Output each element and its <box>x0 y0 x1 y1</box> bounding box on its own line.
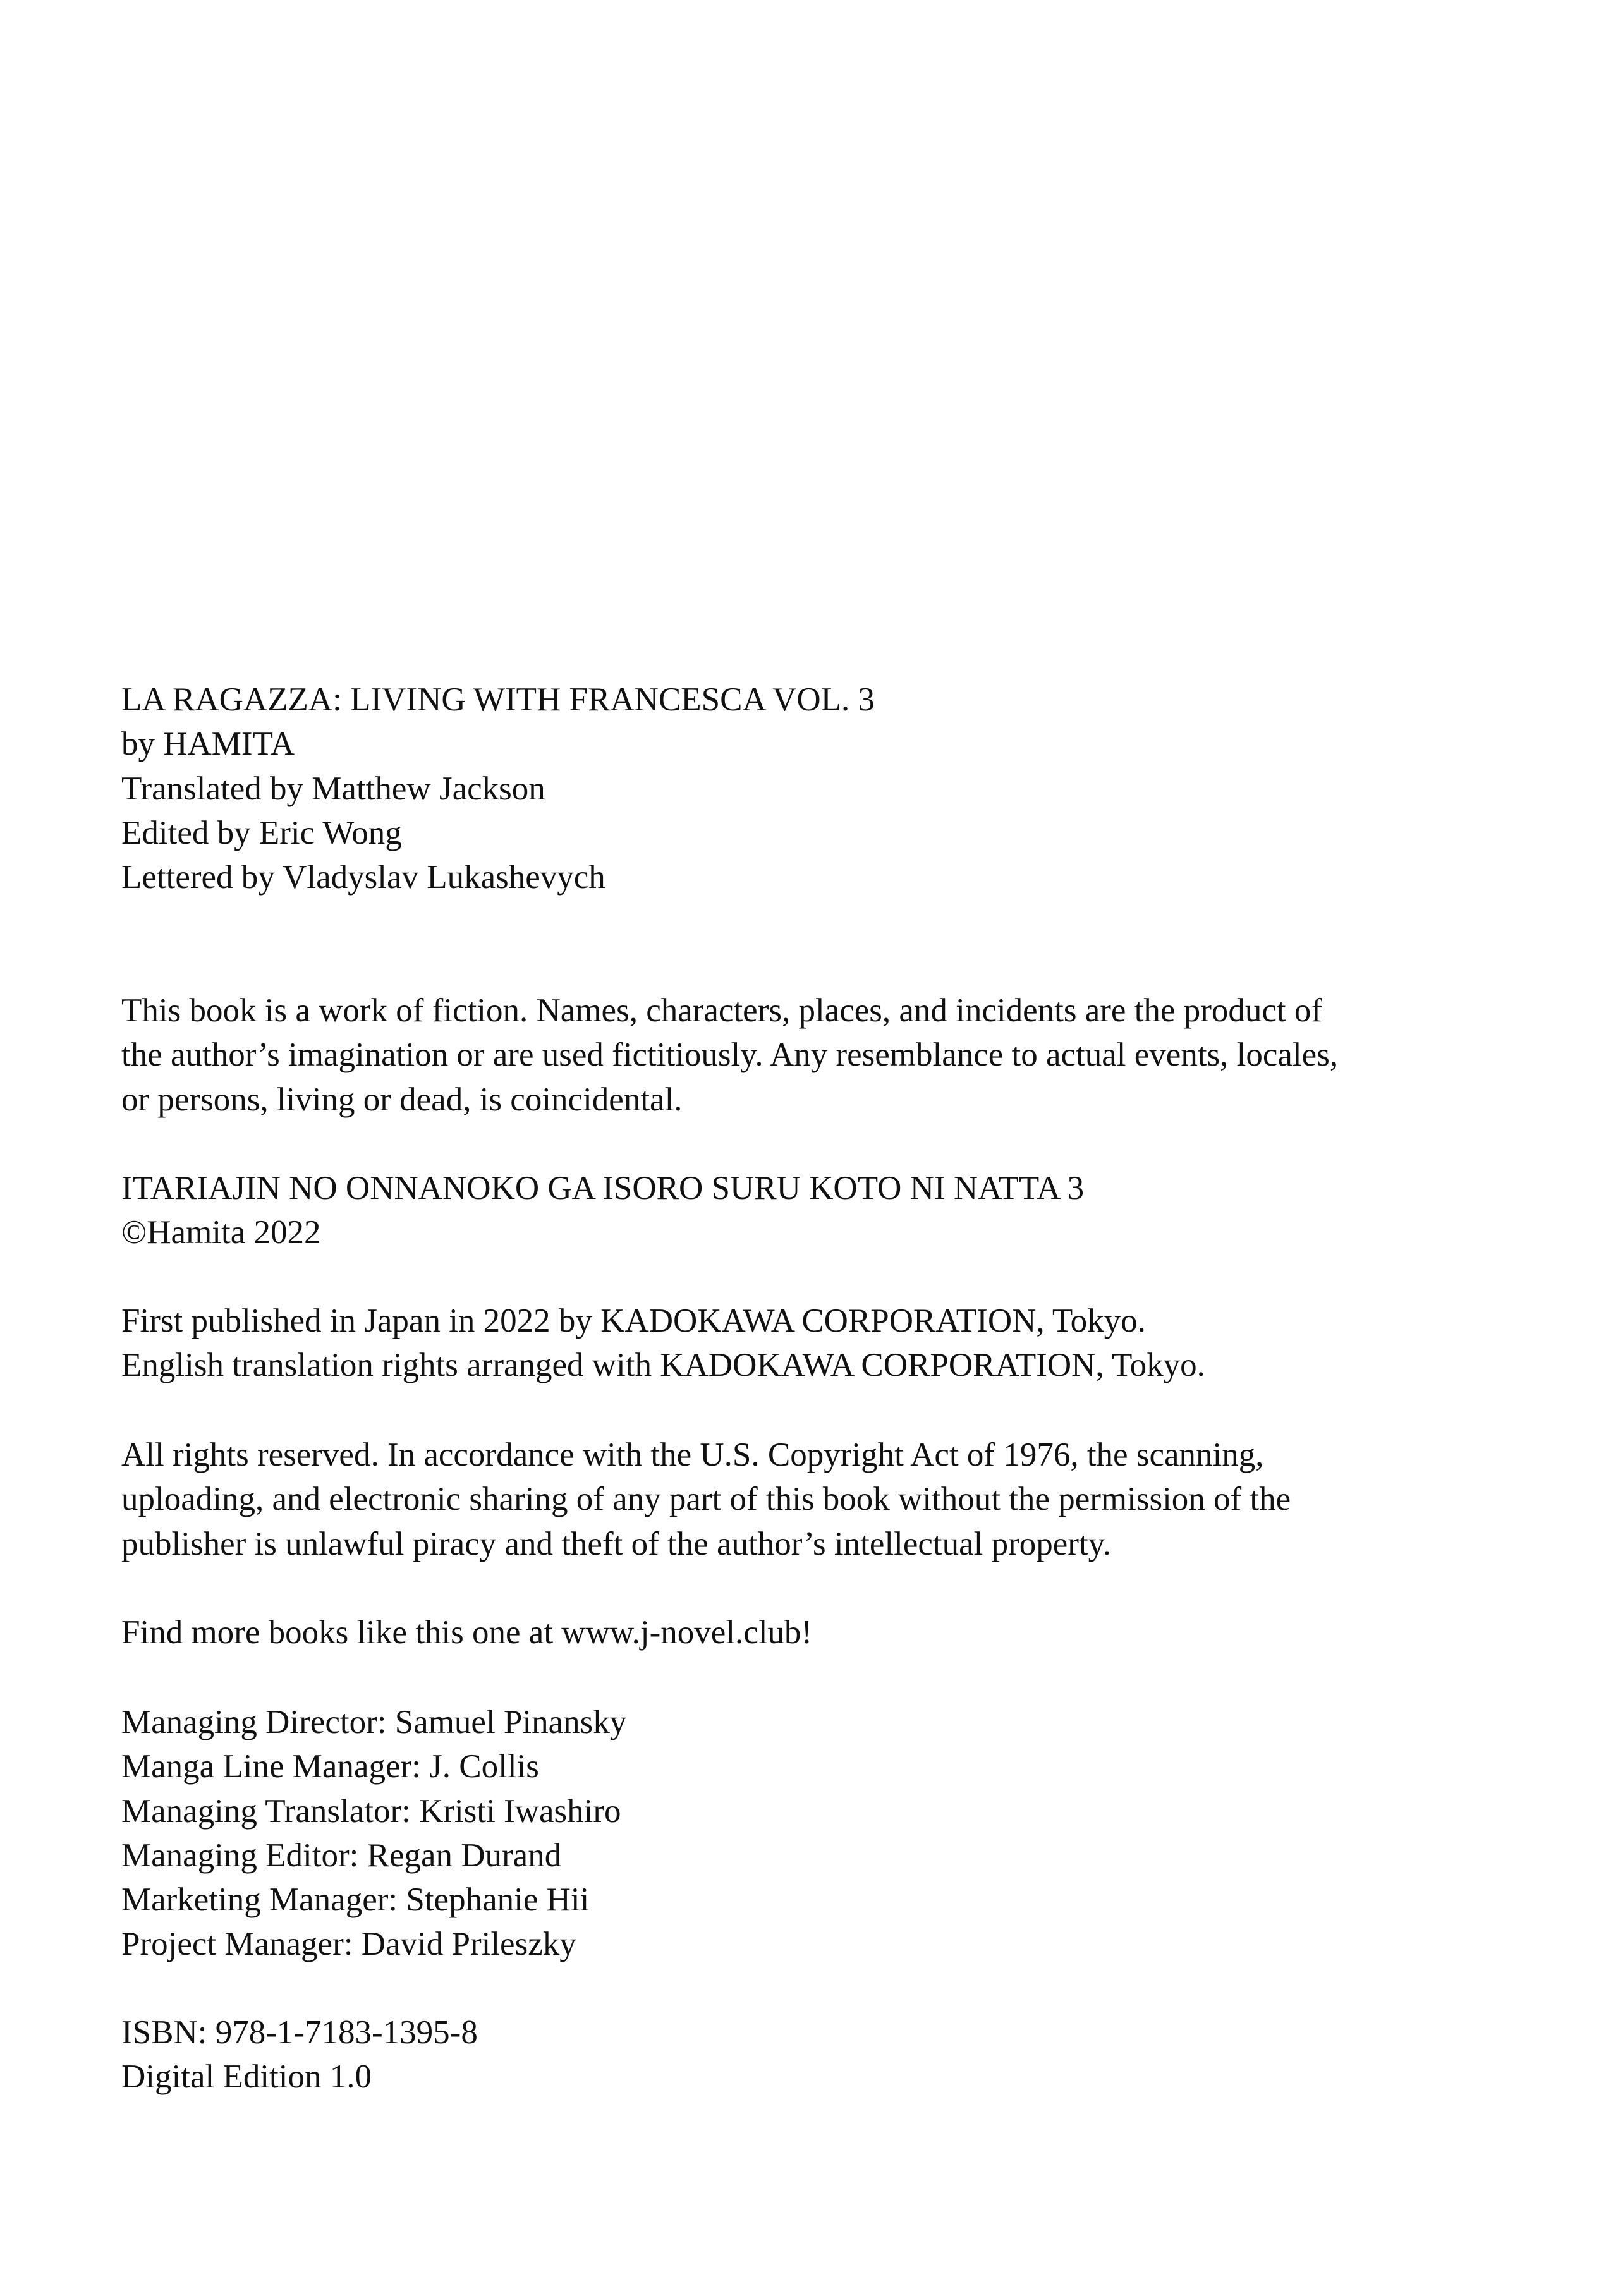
staff-item-marketing-manager: Marketing Manager: Stephanie Hii <box>121 1881 590 1919</box>
book-title: LA RAGAZZA: LIVING WITH FRANCESCA VOL. 3 <box>121 681 875 718</box>
isbn: ISBN: 978-1-7183-1395-8 <box>121 2014 478 2051</box>
edition-info <box>121 2010 478 2099</box>
rights-notice <box>121 1433 1291 1566</box>
editor-credit: Edited by Eric Wong <box>121 814 402 851</box>
publication-line: English translation rights arranged with KADOKAWA CORPORATION, Tokyo. <box>121 1347 1205 1384</box>
letterer-credit: Lettered by Vladyslav Lukashevych <box>121 859 605 896</box>
original-work-info <box>121 1166 1084 1255</box>
disclaimer-line: or persons, living or dead, is coincidental. <box>121 1081 683 1118</box>
staff-item-managing-translator: Managing Translator: Kristi Iwashiro <box>121 1792 621 1830</box>
staff-item-project-manager: Project Manager: David Prileszky <box>121 1926 576 1963</box>
disclaimer-line: the author’s imagination or are used fictitiously. Any resemblance to actual events, locales, <box>121 1036 1339 1074</box>
promo-text: Find more books like this one at www.j-novel.club! <box>121 1614 813 1651</box>
staff-item-managing-editor: Managing Editor: Regan Durand <box>121 1837 562 1874</box>
author-credit: by HAMITA <box>121 726 295 763</box>
staff-item-manga-line-manager: Manga Line Manager: J. Collis <box>121 1748 539 1785</box>
original-copyright: ©Hamita 2022 <box>121 1214 321 1251</box>
staff-list <box>121 1700 626 1967</box>
edition-version: Digital Edition 1.0 <box>121 2058 372 2096</box>
promo-note <box>121 1610 812 1655</box>
disclaimer-line: This book is a work of fiction. Names, characters, places, and incidents are the product of <box>121 992 1323 1029</box>
fiction-disclaimer <box>121 988 1338 1122</box>
rights-line: publisher is unlawful piracy and theft of the author’s intellectual property. <box>121 1525 1111 1562</box>
publication-line: First published in Japan in 2022 by KADOKAWA CORPORATION, Tokyo. <box>121 1303 1146 1339</box>
rights-line: uploading, and electronic sharing of any part of this book without the permission of the <box>121 1481 1291 1518</box>
publication-info <box>121 1299 1205 1388</box>
book-credits <box>121 677 875 899</box>
staff-item-managing-director: Managing Director: Samuel Pinansky <box>121 1704 627 1740</box>
rights-line: All rights reserved. In accordance with the U.S. Copyright Act of 1976, the scanning, <box>121 1437 1264 1473</box>
translator-credit: Translated by Matthew Jackson <box>121 770 545 807</box>
original-japanese-title: ITARIAJIN NO ONNANOKO GA ISORO SURU KOTO NI NATTA 3 <box>121 1170 1085 1206</box>
